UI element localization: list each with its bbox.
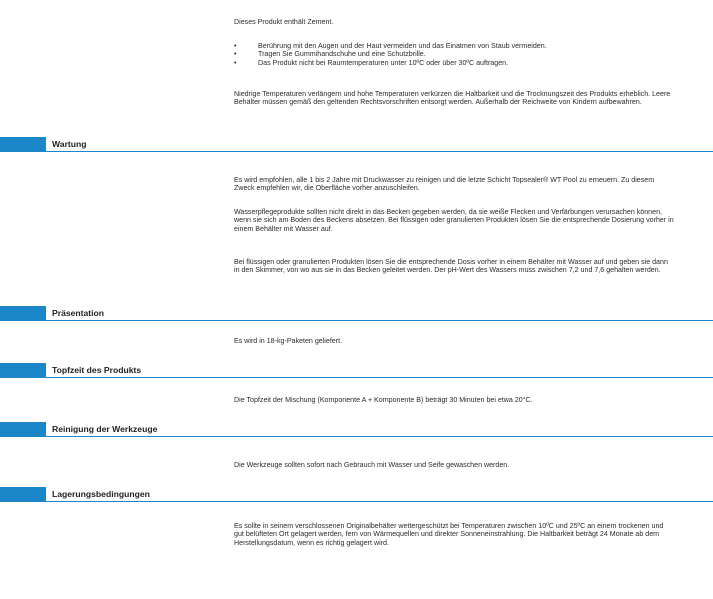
section-accent-bar xyxy=(0,363,46,378)
section-header-topfzeit xyxy=(0,363,713,378)
praesentation-text: Es wird in 18-kg-Paketen geliefert. xyxy=(234,337,343,345)
section-divider xyxy=(46,436,713,437)
section-divider xyxy=(46,501,713,502)
section-header-wartung xyxy=(0,137,713,152)
cement-notice: Dieses Produkt enthält Zement. xyxy=(234,18,334,26)
section-title: Reinigung der Werkzeuge xyxy=(52,424,158,434)
topfzeit-text: Die Topfzeit der Mischung (Komponente A + Komponente B) beträgt 30 Minuten bei etwa 20°C. xyxy=(234,396,533,404)
section-title: Präsentation xyxy=(52,308,105,318)
section-title: Wartung xyxy=(52,139,87,149)
list-item: • Tragen Sie Gummihandschuhe und eine Schutzbrille. xyxy=(234,50,674,58)
list-item: • Berührung mit den Augen und der Haut vermeiden und das Einatmen von Staub vermeiden. xyxy=(234,42,674,50)
section-header-praesentation xyxy=(0,306,713,321)
lagerung-text: Es sollte in seinem verschlossenen Originalbehälter wettergeschützt bei Temperaturen zwischen 10ºC und 25ºC an einem trockenen und gut belüfteten Ort gelagert werden, fern von Wärmequellen und direkter Sonneneinstrahlung. Die Haltbarkeit beträgt 24 Monate ab dem Herstellungsdatum, wenn es richtig gelagert wird. xyxy=(234,522,664,547)
safety-bullet-list xyxy=(234,42,674,67)
section-title: Topfzeit des Produkts xyxy=(52,365,142,375)
temperature-paragraph: Niedrige Temperaturen verlängern und hohe Temperaturen verkürzen die Haltbarkeit und die Trocknungszeit des Produkts erheblich. Leere Behälter müssen gemäß den geltenden Rechtsvorschriften entsorgt werden. Außerhalb der Reichweite von Kindern aufbewahren. xyxy=(234,90,671,107)
list-item: • Das Produkt nicht bei Raumtemperaturen unter 10ºC oder über 30ºC auftragen. xyxy=(234,59,674,67)
section-accent-bar xyxy=(0,422,46,437)
wartung-paragraph-3: Bei flüssigen oder granulierten Produkten lösen Sie die entsprechende Dosis vorher in einem Behälter mit Wasser auf und geben sie dann in den Skimmer, von wo aus sie in das Becken geleitet werden. Der pH-Wert des Wassers muss zwischen 7,2 und 7,6 gehalten werden. xyxy=(234,258,668,275)
section-accent-bar xyxy=(0,306,46,321)
section-divider xyxy=(46,377,713,378)
section-divider xyxy=(46,151,713,152)
section-accent-bar xyxy=(0,137,46,152)
section-divider xyxy=(46,320,713,321)
section-title: Lagerungsbedingungen xyxy=(52,489,150,499)
section-header-reinigung xyxy=(0,422,713,437)
section-header-lagerung xyxy=(0,487,713,502)
reinigung-text: Die Werkzeuge sollten sofort nach Gebrauch mit Wasser und Seife gewaschen werden. xyxy=(234,461,510,469)
section-accent-bar xyxy=(0,487,46,502)
wartung-paragraph-1: Es wird empfohlen, alle 1 bis 2 Jahre mit Druckwasser zu reinigen und die letzte Schicht Topsealer® WT Pool zu erneuern. Zu diesem Zweck empfehlen wir, die Oberfläche vorher anzuschleifen. xyxy=(234,176,655,193)
wartung-paragraph-2: Wasserpflegeprodukte sollten nicht direkt in das Becken gegeben werden, da sie weiße Flecken und Verfärbungen verursachen können, wenn sie sich am Boden des Beckens absetzen. Bei flüssigen oder granulierten Produkten lösen Sie die entsprechende Dosierung vorher in einem Behälter mit Wasser auf. xyxy=(234,208,674,233)
